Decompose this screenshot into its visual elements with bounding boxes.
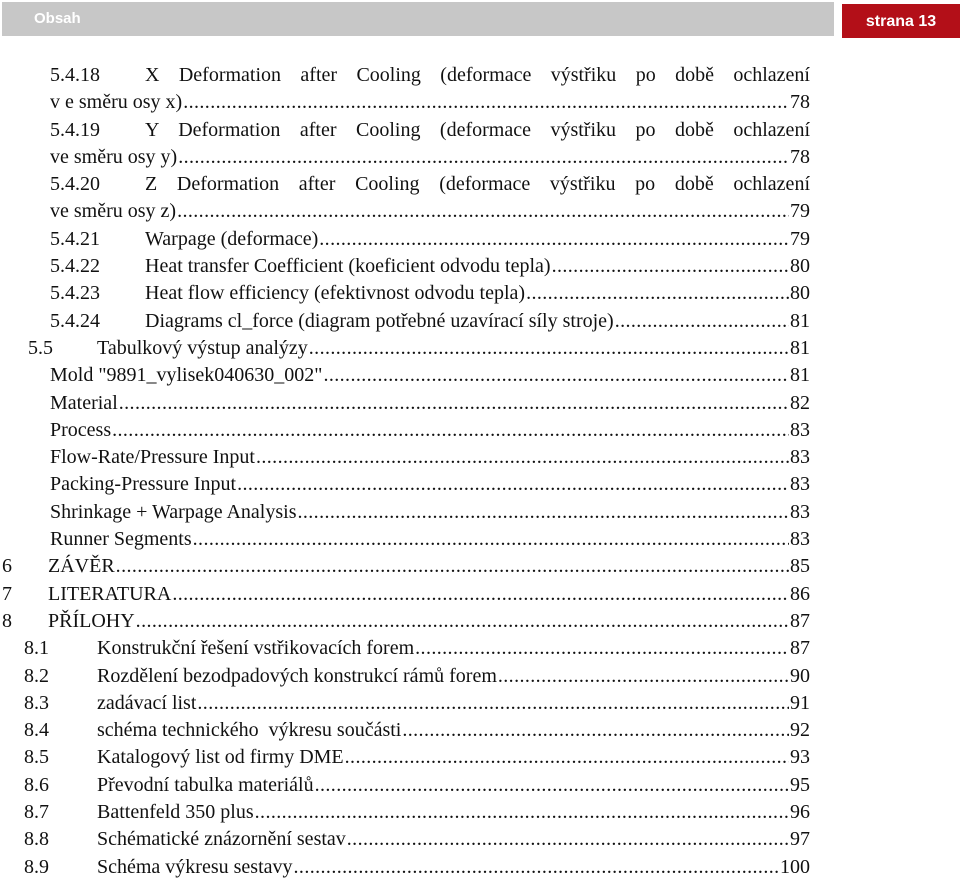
toc-entry-title: Katalogový list od firmy DME	[97, 746, 344, 769]
toc-entry-page: 92	[790, 719, 810, 742]
toc-entry-title: Heat flow efficiency (efektivnost odvodu tepla)	[145, 282, 526, 305]
toc-entry[interactable]	[0, 390, 960, 417]
toc-entry[interactable]	[0, 744, 960, 771]
toc-entry[interactable]	[0, 581, 960, 608]
toc-entry-page: 83	[790, 500, 810, 523]
toc-entry-number: 5.4.21	[50, 227, 100, 250]
toc-leader-dots	[178, 144, 789, 171]
toc-entry-number: 8.3	[24, 691, 49, 714]
toc-leader-dots	[112, 417, 789, 444]
toc-entry-title: Runner Segments	[50, 528, 192, 551]
toc-leader-dots	[116, 553, 789, 580]
toc-entry-title: Battenfeld 350 plus	[97, 801, 254, 824]
toc-entry-title-continued: v e směru osy x)	[50, 91, 183, 114]
toc-leader-dots	[552, 253, 789, 280]
toc-entry-title: Process	[50, 418, 112, 441]
toc-entry[interactable]	[0, 444, 960, 471]
toc-entry[interactable]	[0, 635, 960, 662]
toc-entry-page: 83	[790, 446, 810, 469]
toc-entry-title-continued: ve směru osy z)	[50, 200, 177, 223]
toc-entry-page: 97	[790, 828, 810, 851]
toc-entry-page: 80	[790, 255, 810, 278]
toc-entry-title: Shrinkage + Warpage Analysis	[50, 500, 297, 523]
toc-entry-title: Schéma výkresu sestavy	[97, 855, 293, 878]
toc-entry-title: Packing-Pressure Input	[50, 473, 237, 496]
toc-entry-title: LITERATURA	[48, 582, 172, 605]
toc-leader-dots	[136, 608, 789, 635]
toc-leader-dots	[197, 690, 789, 717]
toc-entry-title: Heat transfer Coefficient (koeficient odvodu tepla)	[145, 255, 551, 278]
toc-entry-page: 80	[790, 282, 810, 305]
toc-entry-number: 6	[2, 555, 12, 578]
toc-entry[interactable]	[0, 417, 960, 444]
toc-entry[interactable]	[0, 117, 960, 172]
toc-entry-number: 5.4.18	[50, 64, 100, 86]
toc-leader-dots	[315, 772, 789, 799]
toc-entry-page: 79	[790, 227, 810, 250]
toc-entry-title: Tabulkový výstup analýzy	[97, 336, 308, 359]
toc-entry-title: zadávací list	[97, 691, 197, 714]
toc-entry-number: 5.4.23	[50, 282, 100, 305]
page-number-badge: strana 13	[842, 4, 960, 38]
toc-entry-title: Z Deformation after Cooling (deformace výstřiku po době ochlazení	[145, 173, 810, 196]
toc-entry[interactable]	[0, 362, 960, 389]
toc-entry-page: 86	[790, 582, 810, 605]
toc-leader-dots	[256, 444, 789, 471]
toc-entry[interactable]	[0, 335, 960, 362]
toc-leader-dots	[345, 744, 789, 771]
toc-entry-page: 83	[790, 473, 810, 496]
toc-entry-page: 87	[790, 609, 810, 632]
toc-entry-title: Převodní tabulka materiálů	[97, 773, 314, 796]
toc-leader-dots	[347, 826, 789, 853]
toc-entry-page: 93	[790, 746, 810, 769]
toc-entry-number: 5.4.19	[50, 118, 100, 141]
toc-entry[interactable]	[0, 690, 960, 717]
toc-entry[interactable]	[0, 253, 960, 280]
page-header	[0, 0, 960, 42]
toc-entry-number: 8.1	[24, 637, 49, 660]
toc-leader-dots	[255, 799, 789, 826]
toc-entry-page: 100	[780, 855, 810, 878]
toc-entry-number: 8.9	[24, 855, 49, 878]
toc-leader-dots	[237, 471, 789, 498]
toc-leader-dots	[177, 198, 789, 225]
toc-entry-title: Schématické znázornění sestav	[97, 828, 346, 851]
toc-entry[interactable]	[0, 717, 960, 744]
toc-entry-page: 78	[790, 145, 810, 168]
toc-entry[interactable]	[0, 62, 960, 117]
toc-entry-page: 82	[790, 391, 810, 414]
toc-entry-title: Mold "9891_vylisek040630_002"	[50, 364, 323, 387]
toc-entry-page: 87	[790, 637, 810, 660]
toc-leader-dots	[319, 226, 789, 253]
toc-entry-page: 83	[790, 528, 810, 551]
toc-entry[interactable]	[0, 608, 960, 635]
toc-leader-dots	[323, 362, 789, 389]
toc-entry-title: Y Deformation after Cooling (deformace výstřiku po době ochlazení	[145, 118, 810, 141]
toc-entry-number: 8.6	[24, 773, 49, 796]
toc-entry-title: Flow-Rate/Pressure Input	[50, 446, 255, 469]
toc-entry-title: Konstrukční řešení vstřikovacích forem	[97, 637, 415, 660]
toc-leader-dots	[294, 854, 779, 881]
toc-leader-dots	[615, 308, 789, 335]
toc-entry-title: PŘÍLOHY	[48, 609, 135, 632]
toc-entry-number: 5.4.20	[50, 173, 100, 196]
toc-entry-page: 79	[790, 200, 810, 223]
toc-entry[interactable]	[0, 663, 960, 690]
toc-leader-dots	[172, 581, 789, 608]
toc-entry[interactable]	[0, 526, 960, 553]
toc-entry[interactable]	[0, 772, 960, 799]
toc-entry-page: 95	[790, 773, 810, 796]
toc-leader-dots	[402, 717, 789, 744]
toc-entry-title: Warpage (deformace)	[145, 227, 319, 250]
toc-entry[interactable]	[0, 226, 960, 253]
toc-entry-page: 90	[790, 664, 810, 687]
toc-entry-number: 5.5	[28, 336, 53, 359]
toc-entry[interactable]	[0, 826, 960, 853]
toc-entry-number: 7	[2, 582, 12, 605]
toc-entry[interactable]	[0, 308, 960, 335]
toc-entry-page: 81	[790, 336, 810, 359]
toc-leader-dots	[309, 335, 789, 362]
toc-entry-number: 8.7	[24, 801, 49, 824]
toc-entry-page: 85	[790, 555, 810, 578]
toc-entry-number: 8.4	[24, 719, 49, 742]
toc-entry-page: 78	[790, 91, 810, 114]
toc-entry-title: Material	[50, 391, 118, 414]
toc-entry-page: 81	[790, 364, 810, 387]
toc-leader-dots	[193, 526, 789, 553]
toc-entry-title: X Deformation after Cooling (deformace výstřiku po době ochlazení	[145, 64, 810, 86]
toc-leader-dots	[183, 89, 789, 116]
toc-entry[interactable]	[0, 499, 960, 526]
toc-leader-dots	[526, 280, 789, 307]
toc-entry-number: 8	[2, 609, 12, 632]
section-label: Obsah	[2, 2, 834, 36]
toc-entry[interactable]	[0, 280, 960, 307]
toc-leader-dots	[498, 663, 789, 690]
toc-entry-number: 8.8	[24, 828, 49, 851]
toc-entry[interactable]	[0, 799, 960, 826]
toc-entry-page: 91	[790, 691, 810, 714]
toc-leader-dots	[119, 390, 789, 417]
toc-entry-number: 8.5	[24, 746, 49, 769]
toc-entry-title: Rozdělení bezodpadových konstrukcí rámů forem	[97, 664, 497, 687]
toc-leader-dots	[415, 635, 789, 662]
toc-entry-title: Diagrams cl_force (diagram potřebné uzavírací síly stroje)	[145, 309, 614, 332]
toc-entry[interactable]	[0, 171, 960, 226]
toc-entry-page: 96	[790, 801, 810, 824]
toc-entry-number: 5.4.24	[50, 309, 100, 332]
table-of-contents	[0, 62, 960, 881]
toc-leader-dots	[297, 499, 789, 526]
toc-entry[interactable]	[0, 553, 960, 580]
toc-entry-number: 5.4.22	[50, 255, 100, 278]
toc-entry-number: 8.2	[24, 664, 49, 687]
toc-entry-title-continued: ve směru osy y)	[50, 145, 178, 168]
toc-entry-page: 81	[790, 309, 810, 332]
toc-entry[interactable]	[0, 854, 960, 881]
toc-entry-title: ZÁVĚR	[48, 555, 115, 578]
toc-entry-title: schéma technického výkresu součásti	[97, 719, 402, 742]
toc-entry-page: 83	[790, 418, 810, 441]
toc-entry[interactable]	[0, 471, 960, 498]
